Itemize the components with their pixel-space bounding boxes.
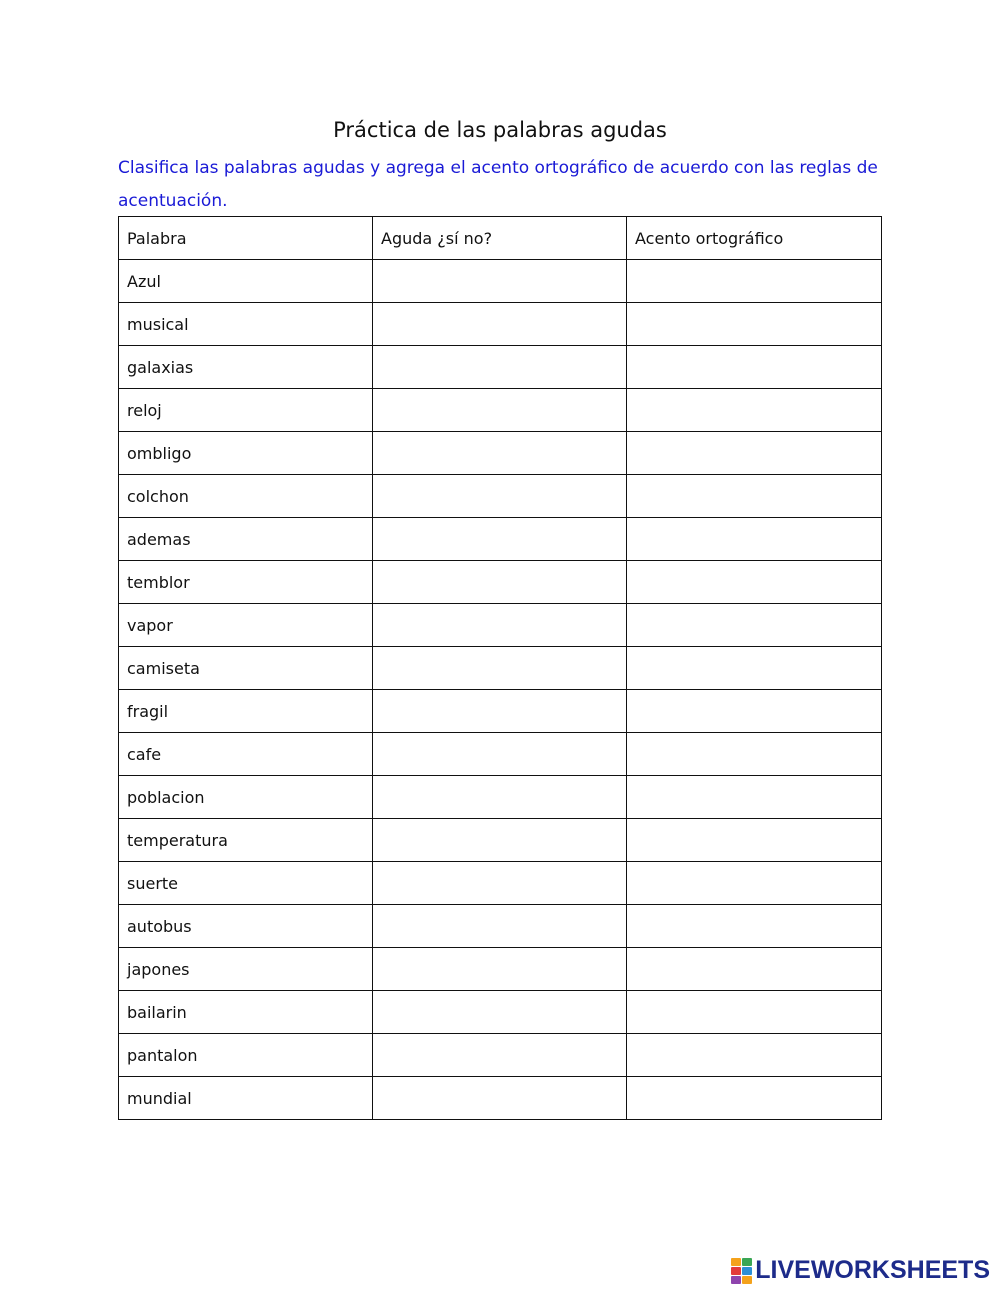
aguda-answer-input[interactable] [373, 776, 626, 818]
aguda-answer-cell [373, 690, 627, 733]
aguda-answer-cell [373, 518, 627, 561]
table-row [119, 303, 882, 346]
acento-answer-input[interactable] [627, 948, 881, 990]
table-row [119, 1077, 882, 1120]
acento-answer-cell [627, 303, 882, 346]
acento-answer-cell [627, 518, 882, 561]
acento-answer-cell [627, 776, 882, 819]
word-cell: poblacion [119, 776, 373, 819]
acento-answer-cell [627, 604, 882, 647]
header-aguda: Aguda ¿sí no? [373, 217, 627, 260]
table-row [119, 604, 882, 647]
acento-answer-input[interactable] [627, 991, 881, 1033]
table-row [119, 260, 882, 303]
aguda-answer-input[interactable] [373, 733, 626, 775]
acento-answer-input[interactable] [627, 604, 881, 646]
word-cell: colchon [119, 475, 373, 518]
acento-answer-cell [627, 1034, 882, 1077]
table-row [119, 733, 882, 776]
table-row [119, 991, 882, 1034]
table-row [119, 819, 882, 862]
acento-answer-input[interactable] [627, 1077, 881, 1119]
word-cell: fragil [119, 690, 373, 733]
logo-mark-square [731, 1258, 741, 1266]
aguda-answer-cell [373, 862, 627, 905]
word-cell: bailarin [119, 991, 373, 1034]
instructions-text: Clasifica las palabras agudas y agrega el acento ortográfico de acuerdo con las reglas de acentuación. [118, 158, 878, 211]
acento-answer-cell [627, 991, 882, 1034]
word-cell: suerte [119, 862, 373, 905]
aguda-answer-input[interactable] [373, 948, 626, 990]
acento-answer-input[interactable] [627, 733, 881, 775]
acento-answer-input[interactable] [627, 819, 881, 861]
word-cell: ademas [119, 518, 373, 561]
aguda-answer-input[interactable] [373, 1077, 626, 1119]
aguda-answer-input[interactable] [373, 819, 626, 861]
aguda-answer-cell [373, 819, 627, 862]
aguda-answer-cell [373, 432, 627, 475]
aguda-answer-input[interactable] [373, 475, 626, 517]
aguda-answer-cell [373, 905, 627, 948]
aguda-answer-input[interactable] [373, 647, 626, 689]
liveworksheets-logo-icon [731, 1258, 752, 1284]
logo-mark-square [731, 1267, 741, 1275]
aguda-answer-input[interactable] [373, 604, 626, 646]
aguda-answer-cell [373, 733, 627, 776]
acento-answer-input[interactable] [627, 518, 881, 560]
liveworksheets-logo [731, 1256, 990, 1285]
word-cell: camiseta [119, 647, 373, 690]
acento-answer-input[interactable] [627, 303, 881, 345]
page-title: Práctica de las palabras agudas [333, 118, 667, 142]
word-cell: galaxias [119, 346, 373, 389]
word-cell: pantalon [119, 1034, 373, 1077]
aguda-answer-cell [373, 776, 627, 819]
acento-answer-cell [627, 432, 882, 475]
word-cell: temblor [119, 561, 373, 604]
header-acento: Acento ortográfico [627, 217, 882, 260]
table-row [119, 389, 882, 432]
acento-answer-cell [627, 346, 882, 389]
word-cell: mundial [119, 1077, 373, 1120]
logo-text: LIVEWORKSHEETS [755, 1256, 990, 1284]
aguda-answer-cell [373, 260, 627, 303]
aguda-answer-input[interactable] [373, 862, 626, 904]
table-row [119, 862, 882, 905]
word-cell: temperatura [119, 819, 373, 862]
aguda-answer-input[interactable] [373, 346, 626, 388]
table-row [119, 346, 882, 389]
aguda-answer-cell [373, 948, 627, 991]
aguda-answer-cell [373, 1034, 627, 1077]
acento-answer-cell [627, 690, 882, 733]
aguda-answer-cell [373, 389, 627, 432]
acento-answer-cell [627, 260, 882, 303]
aguda-answer-cell [373, 991, 627, 1034]
aguda-answer-cell [373, 604, 627, 647]
acento-answer-input[interactable] [627, 475, 881, 517]
acento-answer-input[interactable] [627, 776, 881, 818]
acento-answer-cell [627, 905, 882, 948]
word-cell: japones [119, 948, 373, 991]
acento-answer-input[interactable] [627, 905, 881, 947]
table-row [119, 905, 882, 948]
aguda-answer-input[interactable] [373, 561, 626, 603]
table-header-row [119, 217, 882, 260]
aguda-answer-input[interactable] [373, 389, 626, 431]
aguda-answer-cell [373, 1077, 627, 1120]
acento-answer-cell [627, 389, 882, 432]
acento-answer-input[interactable] [627, 690, 881, 732]
acento-answer-input[interactable] [627, 1034, 881, 1076]
aguda-answer-input[interactable] [373, 303, 626, 345]
table-row [119, 475, 882, 518]
table-row [119, 647, 882, 690]
logo-mark-square [742, 1267, 752, 1275]
acento-answer-input[interactable] [627, 389, 881, 431]
aguda-answer-cell [373, 346, 627, 389]
acento-answer-input[interactable] [627, 561, 881, 603]
aguda-answer-input[interactable] [373, 905, 626, 947]
word-cell: cafe [119, 733, 373, 776]
acento-answer-cell [627, 475, 882, 518]
aguda-answer-cell [373, 303, 627, 346]
aguda-answer-input[interactable] [373, 991, 626, 1033]
table-row [119, 1034, 882, 1077]
words-table [118, 216, 882, 1120]
acento-answer-cell [627, 819, 882, 862]
aguda-answer-cell [373, 647, 627, 690]
acento-answer-input[interactable] [627, 647, 881, 689]
acento-answer-input[interactable] [627, 346, 881, 388]
acento-answer-input[interactable] [627, 432, 881, 474]
acento-answer-cell [627, 733, 882, 776]
header-palabra: Palabra [119, 217, 373, 260]
aguda-answer-input[interactable] [373, 690, 626, 732]
word-cell: autobus [119, 905, 373, 948]
table-row [119, 948, 882, 991]
table-row [119, 432, 882, 475]
acento-answer-input[interactable] [627, 862, 881, 904]
table-row [119, 518, 882, 561]
word-cell: reloj [119, 389, 373, 432]
table-row [119, 561, 882, 604]
table-row [119, 690, 882, 733]
word-cell: musical [119, 303, 373, 346]
acento-answer-cell [627, 948, 882, 991]
table-body [119, 260, 882, 1120]
aguda-answer-cell [373, 561, 627, 604]
table-row [119, 776, 882, 819]
acento-answer-cell [627, 1077, 882, 1120]
logo-mark-square [742, 1258, 752, 1266]
aguda-answer-input[interactable] [373, 1034, 626, 1076]
acento-answer-input[interactable] [627, 260, 881, 302]
word-cell: ombligo [119, 432, 373, 475]
word-cell: vapor [119, 604, 373, 647]
logo-mark-square [742, 1276, 752, 1284]
aguda-answer-cell [373, 475, 627, 518]
aguda-answer-input[interactable] [373, 432, 626, 474]
acento-answer-cell [627, 647, 882, 690]
acento-answer-cell [627, 561, 882, 604]
aguda-answer-input[interactable] [373, 518, 626, 560]
aguda-answer-input[interactable] [373, 260, 626, 302]
word-cell: Azul [119, 260, 373, 303]
logo-mark-square [731, 1276, 741, 1284]
acento-answer-cell [627, 862, 882, 905]
